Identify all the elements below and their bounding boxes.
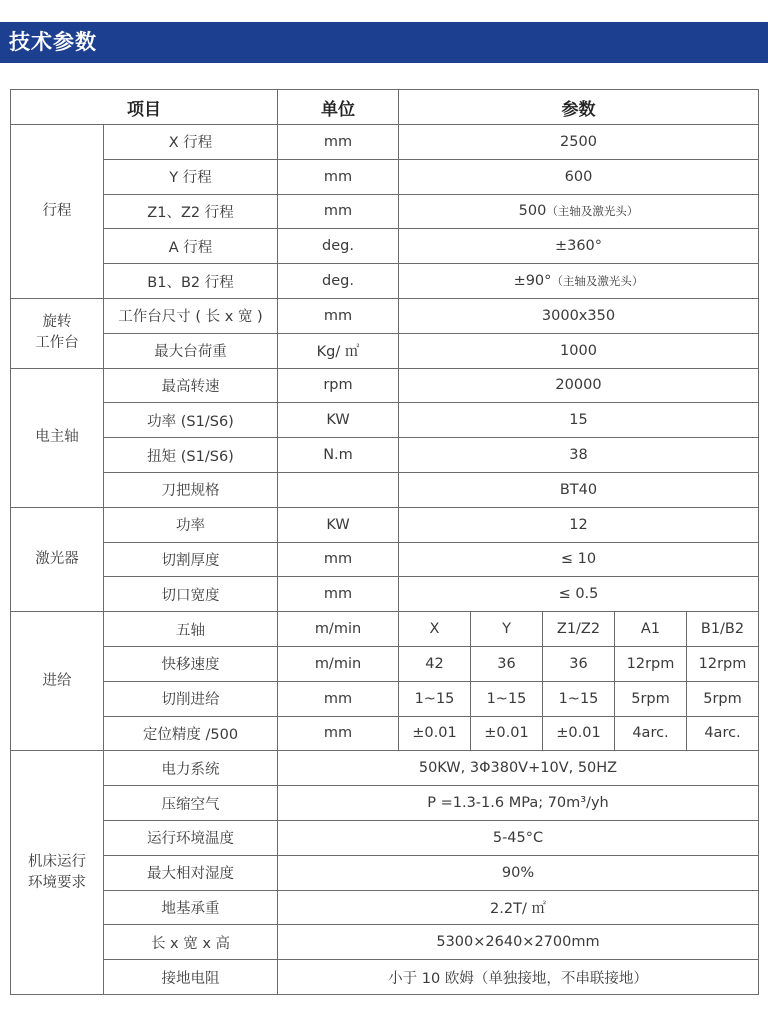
item-cell: 最高转速 <box>104 368 278 403</box>
category-travel: 行程 <box>11 125 104 299</box>
table-row <box>11 751 759 786</box>
item-cell: 定位精度 /500 <box>104 716 278 751</box>
value-note: （主轴及激光头） <box>546 204 639 219</box>
table-row <box>11 298 759 333</box>
value-cell: 600 <box>399 159 759 194</box>
table-row <box>11 125 759 160</box>
table-row <box>11 194 759 229</box>
axis-cell: 1~15 <box>543 681 615 716</box>
axis-cell: 5rpm <box>615 681 687 716</box>
spec-table <box>10 89 759 995</box>
axis-cell: 5rpm <box>687 681 759 716</box>
value-cell: 12 <box>399 507 759 542</box>
table-row <box>11 646 759 681</box>
table-row <box>11 925 759 960</box>
header-item: 项目 <box>11 90 278 125</box>
axis-cell: ±0.01 <box>543 716 615 751</box>
category-spindle: 电主轴 <box>11 368 104 507</box>
axis-cell: X <box>399 612 471 647</box>
table-row <box>11 159 759 194</box>
value-cell <box>399 194 759 229</box>
value-cell: 20000 <box>399 368 759 403</box>
axis-cell: A1 <box>615 612 687 647</box>
axis-cell: 36 <box>471 646 543 681</box>
item-cell: Z1、Z2 行程 <box>104 194 278 229</box>
value-text: ±90° <box>513 273 552 290</box>
category-line: 机床运行 <box>28 853 86 870</box>
unit-cell: mm <box>278 716 399 751</box>
axis-cell: B1/B2 <box>687 612 759 647</box>
unit-cell: mm <box>278 298 399 333</box>
item-cell: 长 x 宽 x 高 <box>104 925 278 960</box>
unit-cell: deg. <box>278 264 399 299</box>
value-cell: 90% <box>278 855 759 890</box>
value-cell: 2.2T/ ㎡ <box>278 890 759 925</box>
axis-cell: 12rpm <box>687 646 759 681</box>
unit-cell: mm <box>278 577 399 612</box>
unit-cell: mm <box>278 681 399 716</box>
value-cell: 3000x350 <box>399 298 759 333</box>
item-cell: 压缩空气 <box>104 786 278 821</box>
category-line: 旋转 <box>42 314 72 331</box>
table-row <box>11 472 759 507</box>
axis-cell: Z1/Z2 <box>543 612 615 647</box>
item-cell: 地基承重 <box>104 890 278 925</box>
unit-cell <box>278 472 399 507</box>
item-cell: 最大相对湿度 <box>104 855 278 890</box>
value-cell: 5-45°C <box>278 820 759 855</box>
table-row <box>11 960 759 995</box>
table-row <box>11 577 759 612</box>
item-cell: 快移速度 <box>104 646 278 681</box>
unit-cell: KW <box>278 507 399 542</box>
item-cell: 运行环境温度 <box>104 820 278 855</box>
category-laser: 激光器 <box>11 507 104 611</box>
item-cell: 切削进给 <box>104 681 278 716</box>
unit-cell: m/min <box>278 612 399 647</box>
axis-cell: 1~15 <box>399 681 471 716</box>
item-cell: Y 行程 <box>104 159 278 194</box>
value-cell: 1000 <box>399 333 759 368</box>
value-cell: BT40 <box>399 472 759 507</box>
unit-cell: m/min <box>278 646 399 681</box>
table-row <box>11 229 759 264</box>
item-cell: 工作台尺寸 ( 长 x 宽 ) <box>104 298 278 333</box>
table-row <box>11 820 759 855</box>
item-cell: 功率 (S1/S6) <box>104 403 278 438</box>
axis-cell: 36 <box>543 646 615 681</box>
table-row <box>11 403 759 438</box>
value-text: 500 <box>518 203 547 220</box>
category-environment <box>11 751 104 995</box>
unit-cell: mm <box>278 194 399 229</box>
value-cell: 38 <box>399 438 759 473</box>
axis-cell: 4arc. <box>615 716 687 751</box>
item-cell: 刀把规格 <box>104 472 278 507</box>
category-line: 工作台 <box>35 335 79 352</box>
item-cell: 切割厚度 <box>104 542 278 577</box>
table-row <box>11 855 759 890</box>
value-cell <box>399 264 759 299</box>
unit-cell: KW <box>278 403 399 438</box>
axis-cell: ±0.01 <box>471 716 543 751</box>
table-row <box>11 786 759 821</box>
axis-cell: 12rpm <box>615 646 687 681</box>
item-cell: X 行程 <box>104 125 278 160</box>
table-row <box>11 542 759 577</box>
category-line: 环境要求 <box>28 874 86 891</box>
category-rotary-table <box>11 298 104 368</box>
unit-cell: rpm <box>278 368 399 403</box>
table-row <box>11 333 759 368</box>
value-cell: 小于 10 欧姆（单独接地，不串联接地） <box>278 960 759 995</box>
table-row <box>11 612 759 647</box>
unit-cell: Kg/ ㎡ <box>278 333 399 368</box>
table-row <box>11 507 759 542</box>
item-cell: 五轴 <box>104 612 278 647</box>
item-cell: 最大台荷重 <box>104 333 278 368</box>
unit-cell: mm <box>278 542 399 577</box>
value-cell: 50KW, 3Φ380V+10V, 50HZ <box>278 751 759 786</box>
value-cell: 2500 <box>399 125 759 160</box>
header-param: 参数 <box>399 90 759 125</box>
table-row <box>11 368 759 403</box>
value-cell: ≤ 10 <box>399 542 759 577</box>
value-cell: ≤ 0.5 <box>399 577 759 612</box>
item-cell: 电力系统 <box>104 751 278 786</box>
item-cell: 接地电阻 <box>104 960 278 995</box>
table-row <box>11 681 759 716</box>
value-note: （主轴及激光头） <box>551 274 644 289</box>
item-cell: B1、B2 行程 <box>104 264 278 299</box>
value-cell: P =1.3-1.6 MPa; 70m³/yh <box>278 786 759 821</box>
table-row <box>11 438 759 473</box>
value-cell: 15 <box>399 403 759 438</box>
axis-cell: 1~15 <box>471 681 543 716</box>
item-cell: 切口宽度 <box>104 577 278 612</box>
item-cell: 功率 <box>104 507 278 542</box>
header-unit: 单位 <box>278 90 399 125</box>
value-cell: 5300×2640×2700mm <box>278 925 759 960</box>
table-header-row <box>11 90 759 125</box>
axis-cell: ±0.01 <box>399 716 471 751</box>
table-row <box>11 890 759 925</box>
category-feed: 进给 <box>11 612 104 751</box>
page-title: 技术参数 <box>0 22 768 63</box>
table-row <box>11 264 759 299</box>
table-row <box>11 716 759 751</box>
unit-cell: N.m <box>278 438 399 473</box>
axis-cell: Y <box>471 612 543 647</box>
axis-cell: 4arc. <box>687 716 759 751</box>
unit-cell: mm <box>278 159 399 194</box>
unit-cell: deg. <box>278 229 399 264</box>
value-cell: ±360° <box>399 229 759 264</box>
unit-cell: mm <box>278 125 399 160</box>
item-cell: 扭矩 (S1/S6) <box>104 438 278 473</box>
axis-cell: 42 <box>399 646 471 681</box>
item-cell: A 行程 <box>104 229 278 264</box>
